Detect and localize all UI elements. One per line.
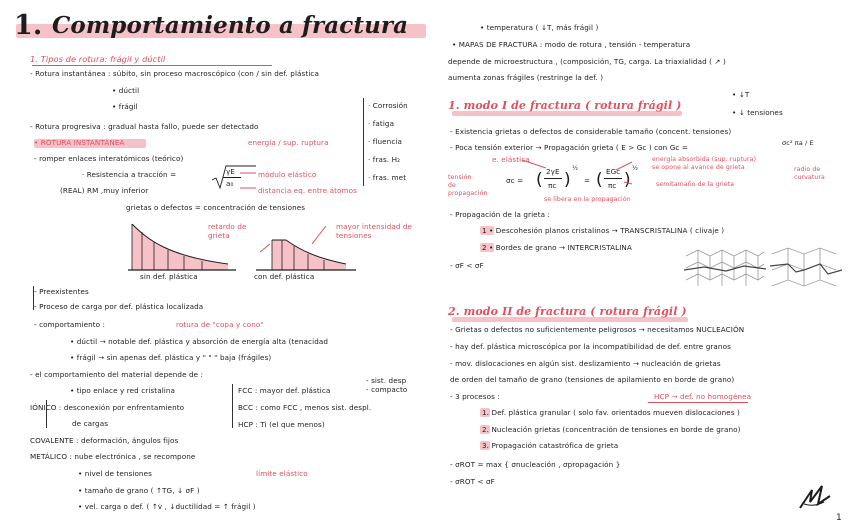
ionico-line-2: de cargas — [72, 419, 109, 428]
section-1-underline — [32, 65, 272, 66]
rotura-instantanea: - Rotura instantánea : súbito, sin proceso macroscópico (con / sin def. plástica — [30, 69, 319, 78]
ductil-item: • dúctil — [112, 86, 140, 95]
grietas-line: grietas o defectos = concentración de tensiones — [126, 203, 306, 212]
radio-note: radio de curvatura — [794, 166, 825, 181]
nivel-tensiones: • nivel de tensiones — [78, 469, 152, 478]
modo1-side-0: • ↓T — [732, 90, 750, 99]
sigma-rot-line: - σROT = max { σnucleación , σpropagación } — [450, 460, 621, 469]
tamano-grano: • tamaño de grano ( ↑TG, ↓ σF ) — [78, 486, 200, 495]
comportamiento-material: - el comportamiento del material depende de : — [30, 370, 204, 379]
existencia-line: - Existencia grietas o defectos de considerable tamaño (concent. tensiones) — [450, 127, 732, 136]
grain-illustration-2 — [770, 246, 842, 292]
list-divider — [363, 98, 364, 186]
grietas2-line: - Grietas o defectos no suficientemente peligrosos → necesitamos NUCLEACIÓN — [450, 325, 745, 334]
rotura-progresiva: - Rotura progresiva : gradual hasta fallo, puede ser detectado — [30, 122, 259, 131]
proc2-line: 2. Nucleación grietas (concentración de tensiones en borde de grano) — [482, 425, 741, 434]
energia-absorbida-note: energía absorbida (sup. ruptura) se opone al avance de grieta — [652, 156, 757, 171]
fcc-line: FCC : mayor def. plástica — [238, 386, 331, 395]
formula-numerator: γE — [226, 167, 235, 176]
formula-arrows — [520, 158, 640, 188]
vel-carga: • vel. carga o def. ( ↑v̇ , ↓ductilidad = ↑ frágil ) — [78, 502, 256, 511]
formula2-paren: ( — [596, 170, 603, 190]
aumenta-line: aumenta zonas frágiles (restringe la def. ) — [448, 73, 604, 82]
fragil-item: • frágil — [112, 102, 138, 111]
grain-illustration-1 — [684, 246, 766, 292]
author-signature-logo — [796, 482, 836, 512]
comportamiento: - comportamiento : — [34, 320, 106, 329]
failure-list-1: · fatiga — [368, 119, 395, 128]
ductil-line: • dúctil → notable def. plástica y absorción de energía alta (tenacidad — [70, 337, 329, 346]
formula2-bot: πc — [608, 181, 617, 190]
formula-denominator: a₀ — [226, 179, 234, 188]
sigma-f-line: - σF < σF — [450, 261, 484, 270]
stress-graph-sin-def — [128, 222, 238, 272]
resistencia-traccion: · Resistencia a tracción = — [82, 170, 177, 179]
page-number: 1 — [836, 513, 842, 523]
mapas-fractura: • MAPAS DE FRACTURA : modo de rotura , tensión - temperatura — [452, 40, 691, 49]
depende-line: depende de microestructura , (composición, TG, carga. La triaxialidad ( ↗ ) — [448, 57, 726, 66]
retardo-note: retardo de grieta — [208, 222, 247, 240]
formula2-top: EGc — [606, 167, 621, 176]
page-title: Comportamiento a fractura — [52, 12, 409, 39]
modo2-title: 2. modo II de fractura ( rotura frágil ) — [448, 305, 687, 318]
graph-2-label: con def. plástica — [254, 272, 315, 281]
romper-enlaces: - romper enlaces interatómicos (teórico) — [34, 154, 184, 163]
distancia-note: distancia eq. entre átomos — [258, 186, 357, 195]
failure-list-3: · fras. H₂ — [368, 155, 401, 164]
modulo-note: módulo elástico — [258, 170, 317, 179]
real-line: (REAL) RM ,muy inferior — [60, 186, 149, 195]
bcc-line: BCC : como FCC , menos sist. despl. — [238, 403, 372, 412]
prop1-line: 1 • Descohesión planos cristalinos → TRANSCRISTALINA ( clivaje ) — [482, 226, 725, 235]
procesos-line: - 3 procesos : — [450, 392, 500, 401]
mayor-note: mayor intensidad de tensiones — [336, 222, 413, 240]
metalico-line: METÁLICO : nube electrónica , se recompone — [30, 452, 196, 461]
sigma-rot-line-2: - σROT < σF — [450, 477, 495, 486]
formula2-paren-close: ) — [624, 170, 631, 190]
libera-note: se libera en la propagación — [544, 196, 631, 203]
hcp-line: HCP : Ti (el que menos) — [238, 420, 325, 429]
stress-graph-con-def — [256, 222, 366, 272]
energia-note: energía / sup. ruptura — [248, 138, 329, 147]
proceso-carga: - Proceso de carga por def. plástica localizada — [34, 302, 204, 311]
graph-1-label: sin def. plástica — [140, 272, 198, 281]
section-1-heading: 1. Tipos de rotura: frágil y dúctil — [30, 54, 166, 64]
formula1-bot: πc — [548, 181, 557, 190]
proc3-line: 3. Propagación catastrófica de grieta — [482, 441, 619, 450]
covalente-line: COVALENTE : deformación, ángulos fijos — [30, 436, 179, 445]
formula2-exp: ½ — [632, 165, 639, 172]
tipo-enlace: • tipo enlace y red cristalina — [70, 386, 176, 395]
failure-list-2: · fluencia — [368, 137, 402, 146]
title-number: 1. — [14, 10, 43, 41]
preexistentes: - Preexistentes — [34, 287, 89, 296]
limite-note: límite elástico — [256, 469, 308, 478]
proc1-line: 1. Def. plástica granular ( solo fav. orientados mueven dislocaciones ) — [482, 408, 740, 417]
gc-formula: σc² πa / E — [782, 139, 814, 147]
mov-disl-line-2: de orden del tamaño de grano (tensiones de apilamiento en borde de grano) — [450, 375, 735, 384]
formula1-top: 2γE — [546, 167, 560, 176]
sigma-c-label: σc = — [506, 176, 524, 185]
propagacion-line: - Propagación de la grieta : — [450, 210, 551, 219]
modo1-side-1: • ↓ tensiones — [732, 108, 783, 117]
sist-desp: - sist. desp - compacto — [366, 376, 408, 394]
rotura-copa-note: rotura de "copa y cono" — [176, 320, 264, 329]
ionico-line: IÓNICO : desconexión por enfrentamiento — [30, 403, 185, 412]
temperatura-line: • temperatura ( ↓T, más frágil ) — [480, 23, 599, 32]
formula1-paren-close: ) — [564, 170, 571, 190]
failure-list-0: · Corrosión — [368, 101, 408, 110]
formula-equals: = — [584, 176, 591, 185]
hcp-note: HCP → def. no homogénea — [654, 392, 752, 401]
prop2-line: 2 • Bordes de grano → INTERCRISTALINA — [482, 243, 632, 252]
red-arrows-formula — [238, 168, 278, 198]
failure-list-4: · fras. met — [368, 173, 407, 182]
semitamano-note: semitamaño de la grieta — [656, 181, 735, 188]
fragil-line: • frágil → sin apenas def. plástica y " " " baja (frágiles) — [70, 353, 272, 362]
rotura-instantanea-red: • ROTURA INSTANTÁNEA — [34, 138, 125, 147]
formula1-exp: ½ — [572, 165, 579, 172]
hcp-note-underline — [648, 402, 748, 403]
hay-def-line: - hay def. plástica microscópica por la incompatibilidad de def. entre granos — [450, 342, 731, 351]
tension-propagacion-note: tensión de propagación — [448, 174, 488, 197]
mov-disl-line: - mov. dislocaciones en algún sist. deslizamiento → nucleación de grietas — [450, 359, 721, 368]
modo1-title: 1. modo I de fractura ( rotura frágil ) — [448, 99, 682, 112]
crystal-divider — [232, 384, 233, 428]
formula1-paren: ( — [536, 170, 543, 190]
poca-tension-line: - Poca tensión exterior → Propagación grieta ( E > Gc ) con Gc = — [450, 143, 688, 152]
e-elastica-note: e. elástica — [492, 155, 530, 164]
